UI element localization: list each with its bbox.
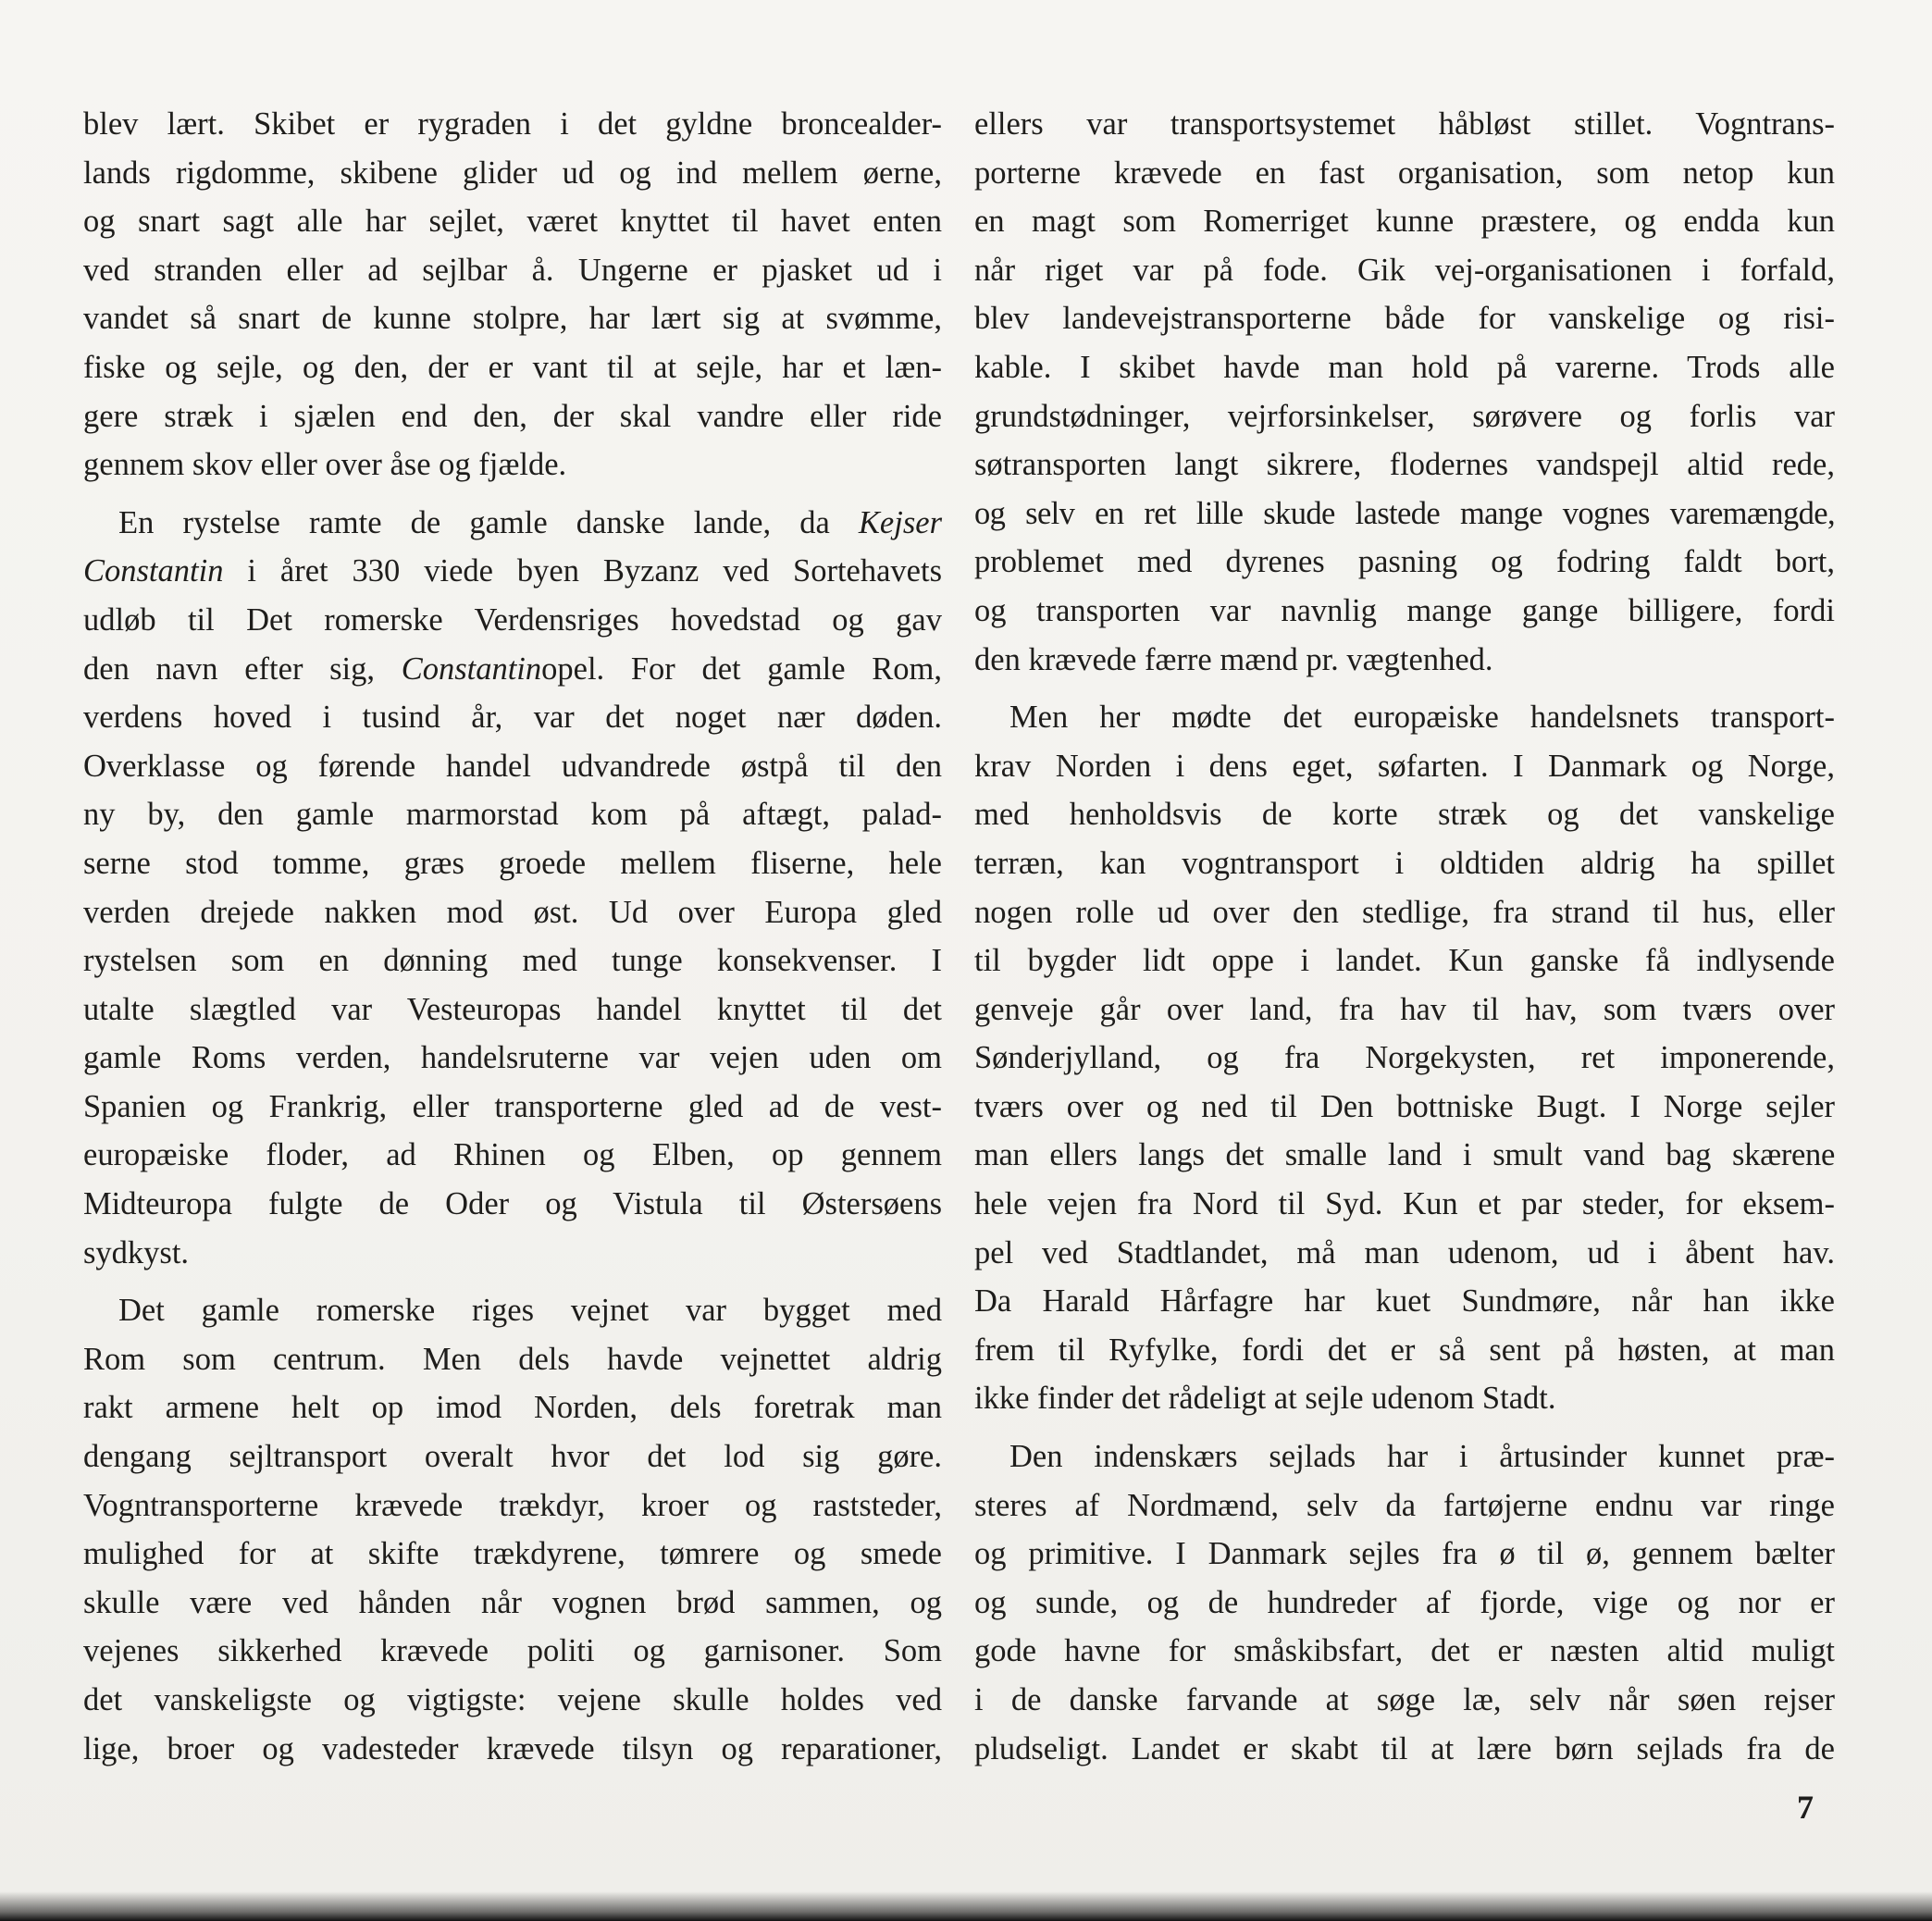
paragraph-line: utalte slægtled var Vesteuropas handel knyttet til det (83, 991, 942, 1027)
paragraph-line: ved stranden eller ad sejlbar å. Ungerne er pjasket ud i (83, 252, 942, 288)
paragraph-line: problemet med dyrenes pasning og fodring faldt bort, (974, 544, 1835, 580)
paragraph-line: ellers var transportsystemet håbløst stillet. Vogntrans- (974, 106, 1835, 142)
paragraph-line: man ellers langs det smalle land i smult vand bag skærene (974, 1137, 1835, 1173)
paragraph-line: søtransporten langt sikrere, flodernes vandspejl altid rede, (974, 447, 1835, 483)
paragraph-line: verdens hoved i tusind år, var det noget nær døden. (83, 700, 942, 736)
left-text-column (83, 100, 942, 1773)
italic-title: Constantin (83, 553, 224, 589)
paragraph-line: rystelsen som en dønning med tunge konsekvenser. I (83, 943, 942, 979)
paragraph-line: verden drejede nakken mod øst. Ud over Europa gled (83, 894, 942, 930)
text-run: den navn efter sig, Constantinopel. For det gamle Rom, (83, 651, 942, 687)
paragraph-line: og primitive. I Danmark sejles fra ø til ø, gennem bælter (974, 1536, 1835, 1572)
paragraph-line: tværs over og ned til Den bottniske Bugt. I Norge sejler (974, 1088, 1835, 1124)
paragraph-line: genveje går over land, fra hav til hav, som tværs over (974, 991, 1835, 1027)
paragraph-line: Den indenskærs sejlads har i årtusinder kunnet præ- (1009, 1439, 1835, 1475)
paragraph-line: lands rigdomme, skibene glider ud og ind mellem øerne, (83, 155, 942, 191)
paragraph-line: Midteuropa fulgte de Oder og Vistula til Østersøens (83, 1186, 942, 1222)
paragraph-line: serne stod tomme, græs groede mellem fliserne, hele (83, 845, 942, 881)
page-edge-shadow (0, 1891, 1932, 1921)
paragraph-line (83, 499, 942, 548)
paragraph-line: Det gamle romerske riges vejnet var bygget med (118, 1293, 942, 1329)
paragraph-line: ny by, den gamle marmorstad kom på aftægt, palad- (83, 797, 942, 833)
paragraph-line: Men her mødte det europæiske handelsnets transport- (1009, 700, 1835, 736)
paragraph-line: nogen rolle ud over den stedlige, fra strand til hus, eller (974, 894, 1835, 930)
paragraph-line: Spanien og Frankrig, eller transporterne gled ad de vest- (83, 1088, 942, 1124)
paragraph-line: vejenes sikkerhed krævede politi og garnisoner. Som (83, 1633, 942, 1669)
page-number: 7 (1797, 1789, 1814, 1826)
paragraph-line: i de danske farvande at søge læ, selv når søen rejser (974, 1682, 1835, 1717)
paragraph-line (83, 547, 942, 596)
paragraph-line: og selv en ret lille skude lastede mange vognes varemængde, (974, 495, 1835, 531)
paragraph-line: en magt som Romerriget kunne præstere, og endda kun (974, 204, 1835, 240)
paragraph-line: pludseligt. Landet er skabt til at lære børn sejlads fra de (974, 1730, 1835, 1766)
paragraph-line: Rom som centrum. Men dels havde vejnettet aldrig (83, 1341, 942, 1377)
paragraph-line: rakt armene helt op imod Norden, dels foretrak man (83, 1390, 942, 1426)
text-run: En rystelse ramte de gamle danske lande, da Kejser (118, 504, 942, 540)
paragraph-line: frem til Ryfylke, fordi det er så sent på høsten, at man (974, 1332, 1835, 1368)
paragraph-line: steres af Nordmænd, selv da fartøjerne endnu var ringe (974, 1487, 1835, 1523)
paragraph-line: dengang sejltransport overalt hvor det lod sig gøre. (83, 1439, 942, 1475)
paragraph-line: grundstødninger, vejrforsinkelser, sørøvere og forlis var (974, 398, 1835, 434)
italic-title: Kejser (858, 504, 942, 540)
paragraph-line: europæiske floder, ad Rhinen og Elben, op gennem (83, 1137, 942, 1173)
paragraph-line: Overklasse og førende handel udvandrede østpå til den (83, 748, 942, 784)
paragraph-line: og snart sagt alle har sejlet, været knyttet til havet enten (83, 204, 942, 240)
paragraph-line: med henholdsvis de korte stræk og det vanskelige (974, 797, 1835, 833)
paragraph-line: Vogntransporterne krævede trækdyr, kroer og raststeder, (83, 1487, 942, 1523)
paragraph-line: gamle Roms verden, handelsruterne var vejen uden om (83, 1040, 942, 1076)
paragraph-line: mulighed for at skifte trækdyrene, tømrere og smede (83, 1536, 942, 1572)
paragraph-line: fiske og sejle, og den, der er vant til at sejle, har et læn- (83, 349, 942, 385)
paragraph-line: gode havne for småskibsfart, det er næsten altid muligt (974, 1633, 1835, 1669)
text-run: Constantin i året 330 viede byen Byzanz ved Sortehavets (83, 553, 942, 589)
right-text-column (974, 100, 1835, 1773)
paragraph-line: til bygder lidt oppe i landet. Kun ganske få indlysende (974, 943, 1835, 979)
paragraph-line: blev landevejstransporterne både for vanskelige og risi- (974, 301, 1835, 337)
paragraph-line: vandet så snart de kunne stolpre, har lært sig at svømme, (83, 301, 942, 337)
paragraph-line: når riget var på fode. Gik vej-organisationen i forfald, (974, 252, 1835, 288)
paragraph-line: udløb til Det romerske Verdensriges hovedstad og gav (83, 601, 942, 638)
paragraph-line: kable. I skibet havde man hold på varerne. Trods alle (974, 349, 1835, 385)
paragraph-line: lige, broer og vadesteder krævede tilsyn og reparationer, (83, 1730, 942, 1766)
paragraph-line: ikke finder det rådeligt at sejle udenom Stadt. (974, 1381, 1556, 1417)
paragraph-line (83, 645, 942, 694)
paragraph-line: terræn, kan vogntransport i oldtiden aldrig ha spillet (974, 845, 1835, 881)
paragraph-line: skulle være ved hånden når vognen brød sammen, og (83, 1584, 942, 1620)
italic-title: Constantin (401, 651, 542, 687)
paragraph-line: Da Harald Hårfagre har kuet Sundmøre, når han ikke (974, 1283, 1835, 1320)
paragraph-line: hele vejen fra Nord til Syd. Kun et par steder, for eksem- (974, 1186, 1835, 1222)
paragraph-line: porterne krævede en fast organisation, som netop kun (974, 155, 1835, 191)
paragraph-line: det vanskeligste og vigtigste: vejene skulle holdes ved (83, 1682, 942, 1717)
paragraph-line: og sunde, og de hundreder af fjorde, vige og nor er (974, 1584, 1835, 1620)
paragraph-line: gere stræk i sjælen end den, der skal vandre eller ride (83, 398, 942, 434)
paragraph-line: den krævede færre mænd pr. vægtenhed. (974, 641, 1493, 677)
paragraph-line: krav Norden i dens eget, søfarten. I Danmark og Norge, (974, 748, 1835, 784)
paragraph-line: pel ved Stadtlandet, må man udenom, ud i åbent hav. (974, 1234, 1835, 1270)
paragraph-line: Sønderjylland, og fra Norgekysten, ret imponerende, (974, 1040, 1835, 1076)
paragraph-line: gennem skov eller over åse og fjælde. (83, 447, 567, 483)
paragraph-line: og transporten var navnlig mange gange billigere, fordi (974, 592, 1835, 628)
paragraph-line: blev lært. Skibet er rygraden i det gyldne broncealder- (83, 106, 942, 142)
paragraph-line: sydkyst. (83, 1234, 190, 1270)
